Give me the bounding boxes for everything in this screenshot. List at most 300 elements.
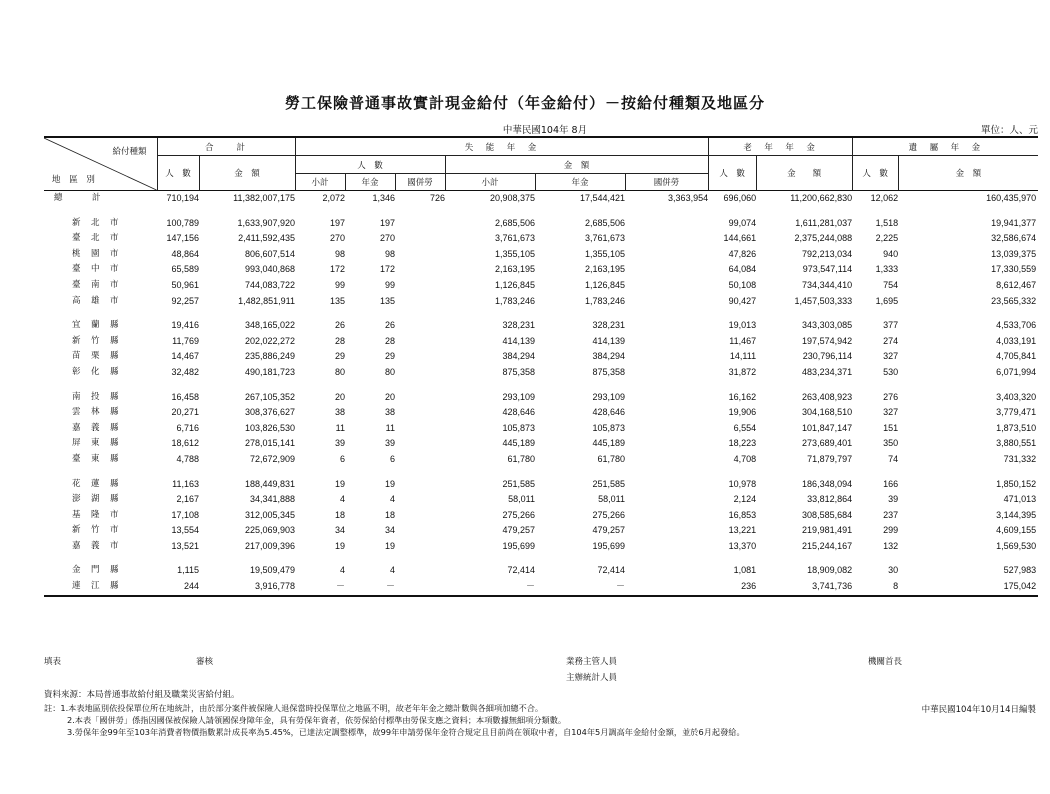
cell-d-a-sub: 1,355,105 bbox=[494, 248, 536, 259]
area-label: 雲 林 縣 bbox=[72, 407, 120, 418]
cell-d-a-comb bbox=[625, 216, 708, 232]
cell-d-n-comb bbox=[395, 334, 445, 350]
cell-o-amt: 734,344,410 bbox=[802, 279, 853, 290]
header-survivor-amount: 金 額 bbox=[898, 156, 1038, 191]
cell-total-amt: 267,105,352 bbox=[244, 391, 296, 402]
cell-d-n-ann: 270 bbox=[379, 233, 396, 244]
header-disability: 失 能 年 金 bbox=[295, 137, 708, 156]
area-label: 連 江 縣 bbox=[72, 581, 120, 592]
cell-d-n-comb bbox=[395, 436, 445, 452]
table-row bbox=[44, 390, 1038, 406]
area-label: 臺 東 縣 bbox=[72, 453, 120, 464]
table-header bbox=[44, 137, 1038, 191]
cell-o-amt: 308,585,684 bbox=[802, 509, 853, 520]
cell-s-n: 39 bbox=[888, 494, 899, 505]
cell-d-a-comb bbox=[625, 579, 708, 596]
cell-s-amt: 175,042 bbox=[898, 579, 1038, 596]
row-spacer bbox=[44, 381, 1038, 390]
cell-d-a-comb bbox=[625, 508, 708, 524]
area-cell bbox=[44, 492, 157, 508]
cell-d-n-sub: 28 bbox=[335, 335, 346, 346]
cell-total-amt: 225,069,903 bbox=[244, 525, 296, 536]
cell-d-a-sub: 428,646 bbox=[502, 407, 536, 418]
cell-d-a-comb bbox=[625, 523, 708, 539]
area-cell bbox=[44, 318, 157, 334]
table-row bbox=[44, 191, 1038, 207]
cell-d-n-sub: 34 bbox=[335, 525, 346, 536]
cell-total-n: 11,769 bbox=[172, 335, 199, 346]
cell-d-n-sub: 4 bbox=[340, 565, 346, 576]
cell-s-amt: 4,609,155 bbox=[996, 525, 1037, 536]
cell-d-n-comb bbox=[395, 508, 445, 524]
cell-s-n: 274 bbox=[883, 335, 899, 346]
cell-d-a-sub: 479,257 bbox=[502, 525, 536, 536]
cell-d-n-ann: 6 bbox=[390, 453, 396, 464]
cell-d-n-sub: 18 bbox=[335, 509, 346, 520]
area-cell bbox=[44, 452, 157, 468]
cell-s-n: 166 bbox=[883, 478, 899, 489]
cell-s-n: 377 bbox=[883, 320, 899, 331]
cell-o-n: 13,221 bbox=[728, 525, 757, 536]
note-2: 2.本表「國併勞」係指因國保被保險人請領國保身障年金，具有勞保年資者，依勞保給付標準由勞保支應之資料；本項數據無細項分類數。 bbox=[67, 715, 567, 725]
cell-d-n-comb bbox=[395, 365, 445, 381]
statistics-table bbox=[44, 136, 1038, 597]
cell-total-amt: 1,633,907,920 bbox=[237, 217, 296, 228]
cell-total-amt: 806,607,514 bbox=[244, 248, 296, 259]
table-row bbox=[44, 492, 1038, 508]
area-label: 花 蓮 縣 bbox=[72, 478, 120, 489]
header-d-a-annuity: 年金 bbox=[535, 174, 625, 191]
cell-d-n-comb bbox=[395, 294, 445, 310]
cell-total-n: 20,271 bbox=[171, 407, 199, 418]
cell-d-a-sub: － bbox=[445, 579, 535, 596]
area-cell bbox=[44, 247, 157, 263]
cell-s-amt: 4,705,841 bbox=[996, 351, 1037, 362]
cell-total-amt: 235,886,249 bbox=[244, 351, 296, 362]
cell-d-n-sub: 2,072 bbox=[322, 193, 346, 203]
area-label: 總 計 bbox=[54, 193, 102, 203]
cell-s-n: 1,518 bbox=[875, 217, 899, 228]
cell-o-n: 16,853 bbox=[728, 509, 757, 520]
report-period: 中華民國104年 8月 bbox=[502, 125, 588, 136]
cell-total-n: 48,864 bbox=[171, 248, 199, 259]
cell-o-n: 90,427 bbox=[728, 295, 757, 306]
table-row bbox=[44, 539, 1038, 555]
cell-total-n: 50,961 bbox=[171, 279, 199, 290]
cell-s-n: 30 bbox=[888, 565, 899, 576]
cell-s-n: 237 bbox=[883, 509, 899, 520]
cell-o-n: 144,661 bbox=[723, 233, 757, 244]
area-label: 臺 北 市 bbox=[72, 233, 120, 244]
cell-d-a-sub: 1,126,845 bbox=[494, 279, 536, 290]
cell-s-n: 8 bbox=[852, 579, 898, 596]
cell-s-amt: 8,612,467 bbox=[996, 279, 1037, 290]
cell-s-n: 151 bbox=[883, 422, 899, 433]
cell-d-n-ann: 20 bbox=[385, 391, 396, 402]
cell-d-n-ann: － bbox=[345, 579, 395, 596]
table-row bbox=[44, 262, 1038, 278]
cell-d-n-comb bbox=[395, 492, 445, 508]
cell-d-a-comb: 3,363,954 bbox=[668, 193, 709, 203]
cell-o-amt: 304,168,510 bbox=[802, 407, 853, 418]
cell-d-n-ann: 80 bbox=[385, 366, 396, 377]
cell-o-n: 6,554 bbox=[733, 422, 757, 433]
cell-o-n: 696,060 bbox=[723, 193, 757, 203]
header-survivor-persons: 人 數 bbox=[852, 156, 898, 191]
corner-bottom-label: 地 區 別 bbox=[52, 175, 98, 185]
cell-d-n-comb bbox=[395, 563, 445, 579]
cell-d-a-comb bbox=[625, 390, 708, 406]
cell-d-n-sub: 29 bbox=[335, 351, 346, 362]
header-oldage-amount: 金 額 bbox=[756, 156, 852, 191]
note-1: 註：1.本表地區別依投保單位所在地統計，由於部分案件被保險人退保當時投保單位之地區不明，故老年年金之總計數與各細項加總不合。 bbox=[44, 703, 544, 713]
cell-d-a-sub: 414,139 bbox=[502, 335, 536, 346]
cell-total-amt: 72,672,909 bbox=[249, 453, 296, 464]
cell-d-a-ann: 1,126,845 bbox=[584, 279, 626, 290]
cell-d-n-comb bbox=[395, 390, 445, 406]
note-3: 3.勞保年金99年至103年消費者物價指數累計成長率為5.45%，已達法定調整標準，故99年申請勞保年金符合規定且目前尚在領取中者，自104年5月調高年金給付金額，並於6月起發給。 bbox=[67, 727, 745, 737]
table-row bbox=[44, 405, 1038, 421]
cell-total-amt: 490,181,723 bbox=[244, 366, 296, 377]
cell-d-a-comb bbox=[625, 492, 708, 508]
cell-o-amt: 1,457,503,333 bbox=[794, 295, 853, 306]
cell-d-a-sub: 445,189 bbox=[502, 438, 536, 449]
cell-s-n: 74 bbox=[888, 453, 899, 464]
table-body bbox=[44, 191, 1038, 596]
cell-d-n-sub: 135 bbox=[329, 295, 346, 306]
cell-s-n: 2,225 bbox=[875, 233, 899, 244]
cell-total-n: 2,167 bbox=[176, 494, 199, 505]
cell-s-n: 530 bbox=[883, 366, 899, 377]
footer-prepared: 填表 bbox=[44, 657, 62, 667]
cell-total-amt: 3,916,778 bbox=[199, 579, 295, 596]
cell-o-n: 31,872 bbox=[728, 366, 757, 377]
header-disability-amount: 金 額 bbox=[445, 156, 708, 174]
cell-d-a-comb bbox=[625, 563, 708, 579]
cell-total-amt: 188,449,831 bbox=[244, 478, 296, 489]
cell-o-n: 99,074 bbox=[728, 217, 757, 228]
cell-o-n: 10,978 bbox=[728, 478, 757, 489]
cell-d-a-comb bbox=[625, 349, 708, 365]
cell-d-a-sub: 2,163,195 bbox=[494, 264, 536, 275]
cell-s-n: 940 bbox=[883, 248, 899, 259]
cell-o-n: 18,223 bbox=[728, 438, 757, 449]
cell-o-n: 64,084 bbox=[728, 264, 757, 275]
table-row bbox=[44, 421, 1038, 437]
header-survivor: 遺 屬 年 金 bbox=[852, 137, 1038, 156]
area-cell bbox=[44, 523, 157, 539]
cell-d-n-comb bbox=[395, 262, 445, 278]
cell-total-amt: 308,376,627 bbox=[244, 407, 296, 418]
cell-d-n-ann: 29 bbox=[385, 351, 396, 362]
cell-d-a-comb bbox=[625, 405, 708, 421]
cell-o-amt: 1,611,281,037 bbox=[795, 217, 853, 228]
row-spacer bbox=[44, 207, 1038, 216]
cell-d-n-comb bbox=[395, 452, 445, 468]
cell-d-a-comb bbox=[625, 477, 708, 493]
cell-d-a-comb bbox=[625, 365, 708, 381]
cell-d-n-sub: 20 bbox=[335, 391, 346, 402]
header-d-a-combined: 國併勞 bbox=[625, 174, 708, 191]
cell-d-a-ann: 275,266 bbox=[592, 509, 626, 520]
cell-o-n: 2,124 bbox=[733, 494, 757, 505]
cell-total-n: 244 bbox=[157, 579, 199, 596]
cell-d-a-ann: 2,685,506 bbox=[584, 217, 626, 228]
cell-total-amt: 312,005,345 bbox=[244, 509, 296, 520]
cell-o-n: 50,108 bbox=[728, 279, 757, 290]
cell-total-n: 32,482 bbox=[171, 366, 199, 377]
cell-total-amt: 34,341,888 bbox=[249, 494, 296, 505]
cell-d-n-sub: 197 bbox=[329, 217, 346, 228]
cell-total-n: 1,115 bbox=[177, 565, 199, 576]
cell-total-amt: 993,040,868 bbox=[244, 264, 296, 275]
cell-d-n-comb bbox=[395, 405, 445, 421]
cell-total-amt: 2,411,592,435 bbox=[238, 233, 296, 244]
cell-o-amt: 3,741,736 bbox=[756, 579, 852, 596]
table-row bbox=[44, 523, 1038, 539]
area-label: 臺 中 市 bbox=[72, 264, 120, 275]
cell-d-a-ann: 61,780 bbox=[597, 453, 626, 464]
cell-d-a-comb bbox=[625, 262, 708, 278]
area-cell bbox=[44, 563, 157, 579]
table-row bbox=[44, 247, 1038, 263]
area-label: 新 竹 縣 bbox=[72, 335, 120, 346]
cell-d-n-comb: 726 bbox=[429, 193, 446, 203]
cell-s-amt: 17,330,559 bbox=[991, 264, 1037, 275]
footer-head: 機關首長 bbox=[868, 657, 903, 667]
cell-d-a-ann: 251,585 bbox=[592, 478, 626, 489]
cell-total-n: 11,163 bbox=[172, 478, 199, 489]
table-row bbox=[44, 365, 1038, 381]
area-cell bbox=[44, 539, 157, 555]
area-cell bbox=[44, 421, 157, 437]
cell-d-a-comb bbox=[625, 318, 708, 334]
area-label: 基 隆 市 bbox=[72, 509, 120, 520]
cell-o-amt: 263,408,923 bbox=[802, 391, 853, 402]
cell-d-n-ann: 197 bbox=[379, 217, 396, 228]
area-label: 屏 東 縣 bbox=[72, 438, 120, 449]
cell-o-n: 1,081 bbox=[733, 565, 757, 576]
cell-d-n-comb bbox=[395, 477, 445, 493]
cell-d-a-ann: 17,544,421 bbox=[579, 193, 626, 203]
cell-total-amt: 1,482,851,911 bbox=[238, 295, 296, 306]
cell-d-a-ann: 1,783,246 bbox=[584, 295, 626, 306]
cell-o-n: 47,826 bbox=[728, 248, 757, 259]
cell-total-n: 147,156 bbox=[166, 233, 199, 244]
header-oldage: 老 年 年 金 bbox=[708, 137, 852, 156]
cell-d-a-ann: 195,699 bbox=[592, 540, 626, 551]
table-row bbox=[44, 477, 1038, 493]
cell-d-n-ann: 18 bbox=[385, 509, 396, 520]
area-label: 高 雄 市 bbox=[72, 295, 120, 306]
cell-s-amt: 23,565,332 bbox=[991, 295, 1037, 306]
cell-total-amt: 744,083,722 bbox=[244, 279, 296, 290]
header-d-n-subtotal: 小計 bbox=[295, 174, 345, 191]
cell-d-n-ann: 34 bbox=[385, 525, 396, 536]
footer-statistician: 主辦統計人員 bbox=[566, 673, 618, 683]
area-label: 桃 園 市 bbox=[72, 248, 120, 259]
cell-o-n: 236 bbox=[708, 579, 756, 596]
table-row bbox=[44, 349, 1038, 365]
table-row bbox=[44, 563, 1038, 579]
cell-s-amt: 4,033,191 bbox=[996, 335, 1037, 346]
cell-d-a-ann: 1,355,105 bbox=[584, 248, 626, 259]
cell-d-a-ann: 445,189 bbox=[592, 438, 626, 449]
cell-d-a-ann: 72,414 bbox=[597, 565, 626, 576]
cell-d-n-sub: 19 bbox=[335, 540, 346, 551]
area-cell bbox=[44, 334, 157, 350]
cell-d-a-ann: 328,231 bbox=[592, 320, 626, 331]
cell-d-n-comb bbox=[395, 216, 445, 232]
cell-s-n: 1,333 bbox=[875, 264, 899, 275]
header-total-amount: 金 額 bbox=[199, 156, 295, 191]
cell-s-amt: 1,873,510 bbox=[996, 422, 1037, 433]
cell-o-amt: 186,348,094 bbox=[802, 478, 853, 489]
area-cell bbox=[44, 216, 157, 232]
area-cell bbox=[44, 405, 157, 421]
cell-total-n: 18,612 bbox=[171, 438, 199, 449]
cell-total-amt: 19,509,479 bbox=[249, 565, 296, 576]
cell-d-a-sub: 20,908,375 bbox=[489, 193, 536, 203]
area-cell bbox=[44, 436, 157, 452]
area-label: 澎 湖 縣 bbox=[72, 494, 120, 505]
area-cell bbox=[44, 579, 157, 596]
cell-o-amt: 792,213,034 bbox=[802, 248, 853, 259]
table-row bbox=[44, 216, 1038, 232]
corner-top-label: 給付種類 bbox=[112, 147, 147, 157]
cell-o-amt: 483,234,371 bbox=[802, 366, 853, 377]
area-label: 嘉 義 縣 bbox=[72, 422, 120, 433]
cell-o-amt: 71,879,797 bbox=[807, 453, 853, 464]
cell-o-amt: 101,847,147 bbox=[802, 422, 853, 433]
cell-d-a-ann: － bbox=[535, 579, 625, 596]
cell-s-n: 350 bbox=[883, 438, 899, 449]
cell-d-a-sub: 61,780 bbox=[507, 453, 536, 464]
cell-total-amt: 11,382,007,175 bbox=[233, 193, 296, 203]
area-cell bbox=[44, 231, 157, 247]
note-source: 資料來源：本局普通事故給付組及職業災害給付組。 bbox=[44, 690, 240, 700]
cell-d-a-ann: 3,761,673 bbox=[584, 233, 626, 244]
cell-s-n: 754 bbox=[883, 279, 899, 290]
table-row bbox=[44, 318, 1038, 334]
cell-total-n: 17,108 bbox=[171, 509, 199, 520]
cell-total-n: 19,416 bbox=[171, 320, 199, 331]
cell-d-n-sub: 6 bbox=[340, 453, 346, 464]
cell-d-a-ann: 2,163,195 bbox=[584, 264, 626, 275]
cell-d-n-comb bbox=[395, 523, 445, 539]
header-d-n-combined: 國併勞 bbox=[395, 174, 445, 191]
cell-total-n: 65,589 bbox=[171, 264, 199, 275]
cell-o-amt: 33,812,864 bbox=[807, 494, 853, 505]
cell-d-a-ann: 428,646 bbox=[592, 407, 626, 418]
cell-d-a-ann: 414,139 bbox=[592, 335, 626, 346]
area-label: 嘉 義 市 bbox=[72, 540, 120, 551]
cell-s-amt: 3,403,320 bbox=[996, 391, 1037, 402]
cell-d-n-comb bbox=[395, 247, 445, 263]
cell-d-a-sub: 195,699 bbox=[502, 540, 536, 551]
cell-total-amt: 202,022,272 bbox=[244, 335, 296, 346]
note-compiled-date: 中華民國104年10月14日編製 bbox=[921, 705, 1036, 715]
cell-s-amt: 3,779,471 bbox=[996, 407, 1037, 418]
cell-d-a-ann: 479,257 bbox=[592, 525, 626, 536]
cell-d-n-ann: 19 bbox=[385, 478, 396, 489]
cell-d-a-comb bbox=[625, 294, 708, 310]
cell-o-amt: 18,909,082 bbox=[807, 565, 853, 576]
table-row bbox=[44, 436, 1038, 452]
area-label: 新 竹 市 bbox=[72, 525, 120, 536]
area-cell bbox=[44, 278, 157, 294]
cell-s-n: 276 bbox=[883, 391, 899, 402]
cell-d-a-comb bbox=[625, 421, 708, 437]
cell-d-n-sub: 80 bbox=[335, 366, 346, 377]
corner-cell bbox=[44, 137, 157, 191]
cell-total-amt: 217,009,396 bbox=[244, 540, 296, 551]
cell-d-a-ann: 105,873 bbox=[592, 422, 626, 433]
area-label: 苗 栗 縣 bbox=[72, 351, 120, 362]
header-d-a-subtotal: 小計 bbox=[445, 174, 535, 191]
cell-d-n-sub: 11 bbox=[335, 422, 346, 433]
cell-d-a-comb bbox=[625, 247, 708, 263]
area-label: 南 投 縣 bbox=[72, 391, 120, 402]
cell-d-a-sub: 105,873 bbox=[502, 422, 536, 433]
cell-total-amt: 103,826,530 bbox=[244, 422, 296, 433]
cell-d-n-ann: 38 bbox=[385, 407, 396, 418]
table-row bbox=[44, 334, 1038, 350]
cell-d-n-ann: 1,346 bbox=[372, 193, 396, 203]
cell-o-amt: 973,547,114 bbox=[802, 264, 853, 275]
cell-total-n: 710,194 bbox=[166, 193, 199, 203]
cell-s-amt: 13,039,375 bbox=[991, 248, 1037, 259]
cell-o-amt: 215,244,167 bbox=[802, 540, 853, 551]
cell-o-amt: 273,689,401 bbox=[802, 438, 853, 449]
header-disability-persons: 人 數 bbox=[295, 156, 445, 174]
cell-total-amt: 348,165,022 bbox=[244, 320, 296, 331]
cell-d-a-sub: 2,685,506 bbox=[494, 217, 536, 228]
table-row bbox=[44, 294, 1038, 310]
area-cell bbox=[44, 294, 157, 310]
area-cell bbox=[44, 365, 157, 381]
cell-d-a-ann: 58,011 bbox=[598, 494, 626, 505]
cell-d-a-comb bbox=[625, 278, 708, 294]
cell-total-n: 6,716 bbox=[176, 422, 199, 433]
cell-o-amt: 230,796,114 bbox=[802, 351, 853, 362]
cell-d-a-comb bbox=[625, 452, 708, 468]
cell-d-a-sub: 1,783,246 bbox=[494, 295, 536, 306]
row-spacer bbox=[44, 309, 1038, 318]
cell-d-a-comb bbox=[625, 436, 708, 452]
cell-d-a-sub: 72,414 bbox=[507, 565, 536, 576]
cell-d-n-comb bbox=[395, 579, 445, 596]
cell-d-n-sub: 270 bbox=[329, 233, 346, 244]
cell-o-amt: 197,574,942 bbox=[802, 335, 853, 346]
area-cell bbox=[44, 477, 157, 493]
cell-d-n-comb bbox=[395, 349, 445, 365]
cell-d-a-sub: 58,011 bbox=[508, 494, 536, 505]
cell-d-n-sub: 99 bbox=[335, 279, 346, 290]
cell-d-n-sub: 172 bbox=[329, 264, 346, 275]
cell-s-amt: 731,332 bbox=[1003, 453, 1037, 464]
cell-d-n-comb bbox=[395, 318, 445, 334]
cell-d-n-sub: 39 bbox=[335, 438, 346, 449]
area-cell bbox=[44, 262, 157, 278]
area-label: 新 北 市 bbox=[72, 217, 120, 228]
cell-total-n: 4,788 bbox=[176, 453, 199, 464]
cell-d-n-sub: 38 bbox=[335, 407, 346, 418]
header-total-persons: 人 數 bbox=[157, 156, 199, 191]
header-oldage-persons: 人 數 bbox=[708, 156, 756, 191]
table-row bbox=[44, 508, 1038, 524]
cell-total-amt: 278,015,141 bbox=[244, 438, 296, 449]
